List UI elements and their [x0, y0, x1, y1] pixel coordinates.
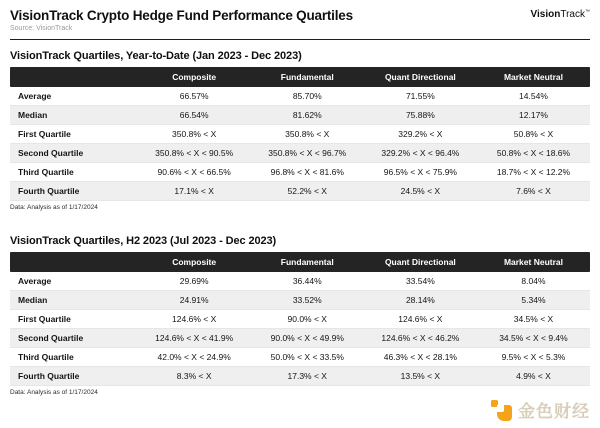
column-header-composite: Composite — [172, 72, 217, 82]
cell-value: 90.0% < X — [287, 314, 327, 324]
cell-value: 75.88% — [405, 110, 435, 120]
column-header-market-neutral: Market Neutral — [503, 257, 563, 267]
cell-value: 42.0% < X < 24.9% — [157, 352, 231, 362]
cell-value: 8.3% < X — [176, 371, 212, 381]
table-title-ytd: VisionTrack Quartiles, Year-to-Date (Jan 2023 - Dec 2023) — [10, 50, 302, 62]
table-row — [10, 329, 590, 348]
column-header-fundamental: Fundamental — [280, 257, 334, 267]
table-row — [10, 291, 590, 310]
cell-value: 33.52% — [292, 295, 322, 305]
report-header — [10, 8, 590, 23]
cell-value: 18.7% < X < 12.2% — [496, 167, 571, 177]
table-header-row — [10, 67, 590, 87]
cell-value: 329.2% < X < 96.4% — [381, 148, 460, 158]
row-label: Fourth Quartile — [18, 186, 80, 196]
cell-value: 90.6% < X < 66.5% — [157, 167, 231, 177]
jinse-logo-icon — [491, 399, 513, 421]
cell-value: 9.5% < X < 5.3% — [501, 352, 566, 362]
row-label: First Quartile — [18, 314, 71, 324]
cell-value: 34.5% < X < 9.4% — [499, 333, 568, 343]
cell-value: 7.6% < X — [516, 186, 551, 196]
column-header-market-neutral: Market Neutral — [503, 72, 563, 82]
cell-value: 29.69% — [179, 276, 209, 286]
cell-value: 13.5% < X — [400, 371, 441, 381]
row-label: Average — [18, 276, 52, 286]
row-label: Second Quartile — [18, 148, 84, 158]
cell-value: 33.54% — [405, 276, 435, 286]
table-header-row — [10, 252, 590, 272]
table-row — [10, 87, 590, 106]
cell-value: 24.5% < X — [400, 186, 441, 196]
row-label: Median — [18, 295, 48, 305]
row-label: Fourth Quartile — [18, 371, 80, 381]
quartiles-table-h2 — [10, 252, 590, 386]
brand-bold: Vision — [530, 9, 561, 20]
source-note: Source: VisionTrack — [10, 25, 73, 32]
cell-value: 8.04% — [521, 276, 546, 286]
cell-value: 14.54% — [519, 91, 548, 101]
cell-value: 124.6% < X < 46.2% — [381, 333, 460, 343]
cell-value: 17.3% < X — [287, 371, 327, 381]
quartiles-table-ytd — [10, 67, 590, 201]
cell-value: 66.57% — [179, 91, 209, 101]
cell-value: 96.5% < X < 75.9% — [383, 167, 457, 177]
cell-value: 12.17% — [519, 110, 548, 120]
cell-value: 96.8% < X < 81.6% — [270, 167, 344, 177]
visiontrack-logo — [531, 9, 590, 20]
row-label: Second Quartile — [18, 333, 84, 343]
cell-value: 329.2% < X — [398, 129, 443, 139]
table-row — [10, 182, 590, 201]
header-divider — [10, 39, 590, 40]
data-footnote: Data: Analysis as of 1/17/2024 — [10, 389, 98, 396]
watermark-text: 金色财经 — [518, 402, 590, 421]
row-label: Third Quartile — [18, 352, 74, 362]
trademark-symbol: ™ — [585, 9, 590, 15]
column-header-composite: Composite — [172, 257, 217, 267]
table-row — [10, 310, 590, 329]
cell-value: 46.3% < X < 28.1% — [383, 352, 457, 362]
cell-value: 350.8% < X — [285, 129, 330, 139]
table-row — [10, 367, 590, 386]
cell-value: 36.44% — [292, 276, 322, 286]
cell-value: 17.1% < X — [174, 186, 214, 196]
column-header-quant-directional: Quant Directional — [384, 257, 456, 267]
cell-value: 124.6% < X < 41.9% — [155, 333, 234, 343]
brand-light: Track — [560, 9, 585, 20]
cell-value: 350.8% < X < 96.7% — [268, 148, 347, 158]
table-row — [10, 144, 590, 163]
cell-value: 50.0% < X < 33.5% — [270, 352, 344, 362]
cell-value: 81.62% — [292, 110, 322, 120]
cell-value: 124.6% < X — [398, 314, 443, 324]
cell-value: 50.8% < X — [513, 129, 554, 139]
cell-value: 66.54% — [179, 110, 209, 120]
cell-value: 71.55% — [405, 91, 435, 101]
section-spacer — [10, 211, 590, 225]
table-section-h2 — [10, 235, 590, 396]
row-label: Median — [18, 110, 48, 120]
cell-value: 90.0% < X < 49.9% — [270, 333, 344, 343]
row-label: Third Quartile — [18, 167, 74, 177]
data-footnote: Data: Analysis as of 1/17/2024 — [10, 204, 98, 211]
table-row — [10, 125, 590, 144]
column-header-quant-directional: Quant Directional — [384, 72, 456, 82]
table-row — [10, 272, 590, 291]
cell-value: 350.8% < X < 90.5% — [155, 148, 234, 158]
cell-value: 85.70% — [292, 91, 322, 101]
table-row — [10, 348, 590, 367]
cell-value: 124.6% < X — [172, 314, 217, 324]
table-row — [10, 106, 590, 125]
column-header-fundamental: Fundamental — [280, 72, 334, 82]
cell-value: 28.14% — [405, 295, 435, 305]
cell-value: 350.8% < X — [172, 129, 217, 139]
row-label: First Quartile — [18, 129, 71, 139]
cell-value: 34.5% < X — [513, 314, 554, 324]
cell-value: 5.34% — [521, 295, 546, 305]
cell-value: 50.8% < X < 18.6% — [496, 148, 571, 158]
cell-value: 24.91% — [179, 295, 209, 305]
table-title-h2: VisionTrack Quartiles, H2 2023 (Jul 2023 - Dec 2023) — [10, 235, 277, 247]
jinse-finance-watermark — [491, 397, 590, 422]
cell-value: 4.9% < X — [516, 371, 551, 381]
page-title: VisionTrack Crypto Hedge Fund Performance Quartiles — [10, 8, 353, 23]
cell-value: 52.2% < X — [287, 186, 327, 196]
row-label: Average — [18, 91, 52, 101]
table-row — [10, 163, 590, 182]
table-section-ytd — [10, 50, 590, 211]
